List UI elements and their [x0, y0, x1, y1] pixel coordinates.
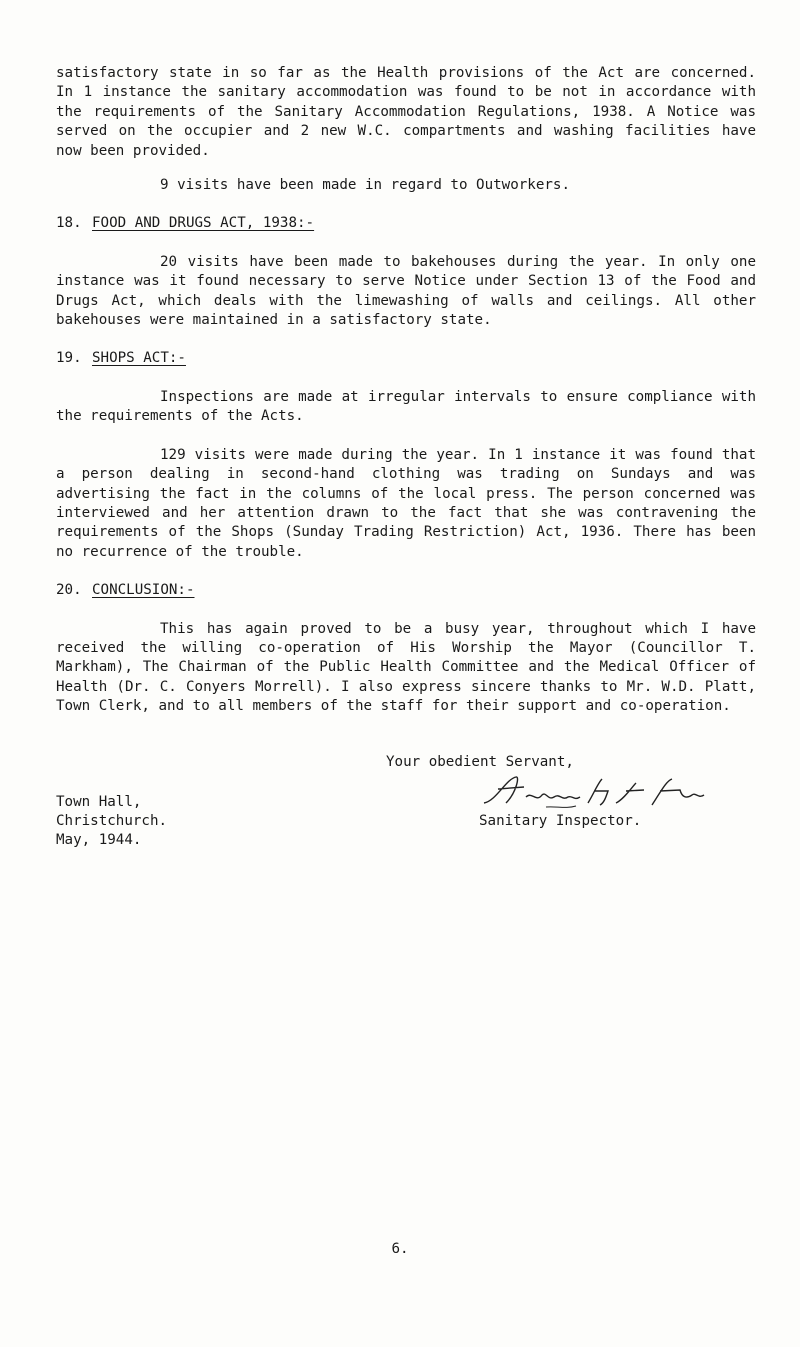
address-line-2: Christchurch. — [56, 812, 168, 829]
section-18-paragraph-1: 20 visits have been made to bakehouses during the year. In only one instance was it found necessary to serve Notice under Section 13 of the Food and Drugs Act, which deals with the limewashing of walls and ceilings. All other bakehouses were maintained in a satisfactory state. — [56, 253, 756, 329]
section-20-title: CONCLUSION:- — [92, 582, 195, 599]
signatory-title: Sanitary Inspector. — [479, 812, 642, 829]
section-19-number: 19. — [56, 350, 82, 367]
address-date: May, 1944. — [56, 832, 142, 849]
section-19-heading — [56, 349, 756, 368]
section-19-paragraph-1: Inspections are made at irregular intervals to ensure compliance with the requirements of the Acts. — [56, 388, 756, 425]
handwritten-signature — [476, 773, 706, 813]
salutation: Your obedient Servant, — [386, 753, 574, 770]
page-number: 6. — [391, 1241, 409, 1257]
section-19-title: SHOPS ACT:- — [92, 350, 186, 367]
section-18-title: FOOD AND DRUGS ACT, 1938:- — [92, 215, 315, 232]
outworkers-paragraph: 9 visits have been made in regard to Outworkers. — [160, 177, 570, 194]
section-20-heading — [56, 581, 756, 600]
section-18-number: 18. — [56, 215, 82, 232]
document-page — [56, 64, 756, 863]
address-block — [56, 793, 167, 851]
section-19-paragraph-2: 129 visits were made during the year. In 1 instance it was found that a person dealing in second-hand clothing was trading on Sundays and was advertising the fact in the columns of the local press. The person concerned was interviewed and her attention drawn to the fact that she was contravening the requirements of the Shops (Sunday Trading Restriction) Act, 1936. There has been no recurrence of the trouble. — [56, 446, 756, 560]
intro-paragraph: satisfactory state in so far as the Health provisions of the Act are concerned. In 1 instance the sanitary accommodation was found to be not in accordance with the requirements of the Sanitary Accommodation Regulations, 1938. A Notice was served on the occupier and 2 new W.C. compartments and washing facilities have now been provided. — [56, 65, 756, 159]
section-20-number: 20. — [56, 582, 82, 599]
address-line-1: Town Hall, — [56, 793, 142, 810]
closing-block — [56, 753, 756, 863]
section-20-paragraph-1: This has again proved to be a busy year, throughout which I have received the willing co-operation of His Worship the Mayor (Councillor T. Markham), The Chairman of the Public Health Committee and the Medical Officer of Health (Dr. C. Conyers Morrell). I also express sincere thanks to Mr. W.D. Platt, Town Clerk, and to all members of the staff for their support and co-operation. — [56, 620, 756, 715]
section-18-heading — [56, 214, 756, 233]
